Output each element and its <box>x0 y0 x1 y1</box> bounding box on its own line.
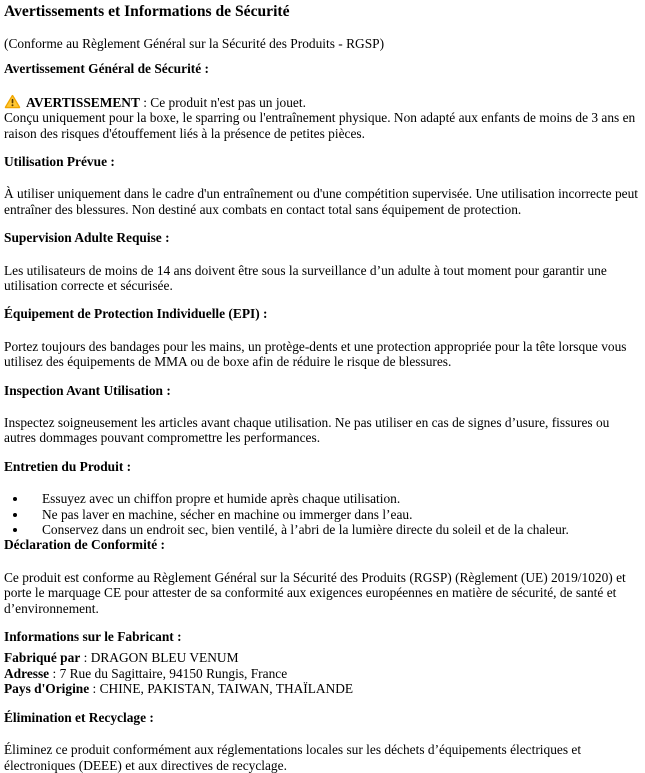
manufacturer-paragraph <box>4 650 643 696</box>
list-item: • Essuyez avec un chiffon propre et humide après chaque utilisation. <box>28 491 643 506</box>
inspection-paragraph: Inspectez soigneusement les articles avant chaque utilisation. Ne pas utiliser en cas de signes d’usure, fissures ou autres dommages pouvant compromettre les performances. <box>4 415 610 446</box>
list-item: • Ne pas laver en machine, sécher en machine ou immerger dans l’eau. <box>28 507 643 522</box>
warning-triangle-icon <box>4 94 21 109</box>
ppe-paragraph: Portez toujours des bandages pour les mains, un protège-dents et une protection appropriée pour la tête lorsque vous utilisez des équipements de MMA ou de boxe afin de réduire le risque de blessures. <box>4 338 627 370</box>
conformity-paragraph: Ce produit est conforme au Règlement Général sur la Sécurité des Produits (RGSP) (Règlement (UE) 2019/1020) et porte le marquage CE pour attester de sa conformité aux exigences européennes en matière de sécurité, de santé et d’environnement. <box>4 569 626 616</box>
manufacturer-line <box>4 681 643 696</box>
heading-manufacturer: Informations sur le Fabricant : <box>4 629 182 645</box>
label-separator: : <box>89 681 100 697</box>
warning-text: : Ce produit n'est pas un jouet. <box>139 94 306 110</box>
safety-document <box>4 3 643 773</box>
general-safety-paragraph <box>4 94 643 141</box>
warning-line <box>4 94 643 110</box>
page-subtitle: (Conforme au Règlement Général sur la Sécurité des Produits - RGSP) <box>4 35 385 51</box>
heading-conformity: Déclaration de Conformité : <box>4 537 166 553</box>
heading-intended-use: Utilisation Prévue : <box>4 153 115 169</box>
heading-recycling: Élimination et Recyclage : <box>4 709 154 725</box>
manufacturer-label: Fabriqué par <box>4 650 81 666</box>
manufacturer-line <box>4 666 643 681</box>
manufacturer-value: 7 Rue du Sagittaire, 94150 Rungis, France <box>59 665 288 681</box>
general-safety-body: Conçu uniquement pour la boxe, le sparring ou l'entraînement physique. Non adapté aux enfants de moins de 3 ans en raison des risques d'étouffement liés à la présence de petites pièces. <box>4 110 636 141</box>
heading-ppe: Équipement de Protection Individuelle (EPI) : <box>4 306 268 322</box>
manufacturer-line <box>4 650 643 665</box>
manufacturer-value: DRAGON BLEU VENUM <box>90 650 239 666</box>
heading-adult-supervision: Supervision Adulte Requise : <box>4 230 170 246</box>
heading-general-safety: Avertissement Général de Sécurité : <box>4 61 210 77</box>
manufacturer-label: Adresse <box>4 665 50 681</box>
recycling-paragraph: Éliminez ce produit conformément aux réglementations locales sur les déchets d’équipements électriques et électroniques (DEEE) et aux directives de recyclage. <box>4 742 582 773</box>
heading-inspection: Inspection Avant Utilisation : <box>4 382 171 398</box>
maintenance-bullet-list <box>4 491 643 537</box>
page-title: Avertissements et Informations de Sécurité <box>4 3 290 20</box>
warning-label: AVERTISSEMENT <box>26 94 140 110</box>
list-item: • Conservez dans un endroit sec, bien ventilé, à l’abri de la lumière directe du soleil et de la chaleur. <box>28 522 643 537</box>
manufacturer-value: CHINE, PAKISTAN, TAIWAN, THAÏLANDE <box>99 681 354 697</box>
label-separator: : <box>80 650 91 666</box>
heading-maintenance: Entretien du Produit : <box>4 458 132 474</box>
adult-supervision-paragraph: Les utilisateurs de moins de 14 ans doivent être sous la surveillance d’un adulte à tout moment pour garantir une utilisation correcte et sécurisée. <box>4 262 607 293</box>
manufacturer-label: Pays d'Origine <box>4 681 90 697</box>
intended-use-paragraph: À utiliser uniquement dans le cadre d'un entraînement ou d'une compétition supervisée. Une utilisation incorrecte peut entraîner des blessures. Non destiné aux combats en contact total sans équipement de protection. <box>4 186 638 217</box>
label-separator: : <box>49 665 60 681</box>
